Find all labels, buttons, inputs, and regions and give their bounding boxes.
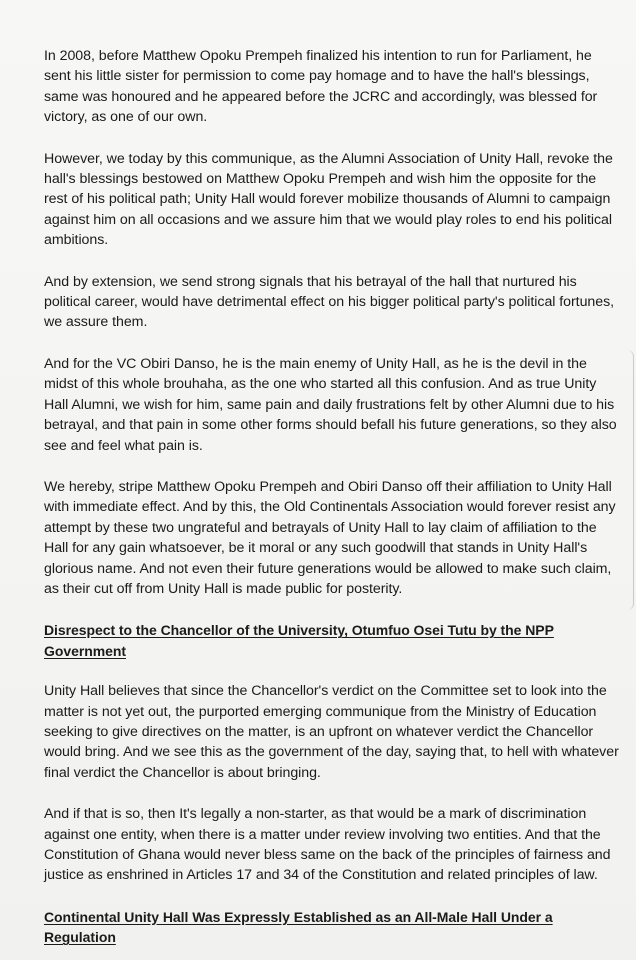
scan-edge-artifact xyxy=(627,350,634,610)
paragraph-chancellor-verdict: Unity Hall believes that since the Chancellor's verdict on the Committee set to look into the matter is not yet out, the purported emerging communique from the Ministry of Education seeking to give directives on the matter, is an upfront on whatever verdict the Chancellor would bring. And we see this as the government of the day, saying that, to hell with whatever final verdict the Chancellor is about bringing. xyxy=(44,683,619,781)
paragraph-stripe-affiliation: We hereby, stripe Matthew Opoku Prempeh and Obiri Danso off their affiliation to Unity Hall with immediate effect. And by this, the Old Continentals Association would forever resist any attempt by these two ungrateful and betrayals of Unity Hall to lay claim of affiliation to the Hall for any gain whatsoever, be it moral or any such goodwill that stands in Unity Hall's glorious name. And not even their future generations would be allowed to make such claim, as their cut off from Unity Hall is made public for posterity. xyxy=(44,478,616,597)
paragraph-2008-homage: In 2008, before Matthew Opoku Prempeh finalized his intention to run for Parliament, he sent his little sister for permission to come pay homage and to have the hall's blessings, same was honoured and he appeared before the JCRC and accordingly, was blessed for victory, as one of our own. xyxy=(44,48,598,126)
paragraph-revoke-blessings: However, we today by this communique, as the Alumni Association of Unity Hall, revoke the hall's blessings bestowed on Matthew Opoku Prempeh and wish him the opposite for the rest of his political path; Unity Hall would forever mobilize thousands of Alumni to campaign against him on all occasions and we assure him that we would play roles to end his political ambitions. xyxy=(44,150,613,249)
section-heading-chancellor: Disrespect to the Chancellor of the University, Otumfuo Osei Tutu by the NPP Government xyxy=(44,622,554,659)
section-heading-all-male-hall: Continental Unity Hall Was Expressly Established as an All-Male Hall Under a Regulation xyxy=(44,908,553,946)
paragraph-extension-signals: And by extension, we send strong signals that his betrayal of the hall that nurtured his political career, would have detrimental effect on his bigger political party's political fortunes, we assure them. xyxy=(44,273,615,331)
paragraph-vc-obiri-danso: And for the VC Obiri Danso, he is the main enemy of Unity Hall, as he is the devil in the midst of this whole brouhaha, as the one who started all this confusion. And as true Unity Hall Alumni, we wish for him, same pain and daily frustrations felt by other Alumni due to his betrayal, and that pain in some other forms should befall his future generations, so they also see and feel what pain is. xyxy=(44,355,617,454)
document-body xyxy=(44,46,622,960)
paragraph-legal-non-starter: And if that is so, then It's legally a non-starter, as that would be a mark of discrimination against one entity, when there is a matter under review involving two entities. And that the Constitution of Ghana would never bless same on the back of the principles of fairness and justice as enshrined in Articles 17 and 34 of the Constitution and related principles of law. xyxy=(44,806,611,884)
